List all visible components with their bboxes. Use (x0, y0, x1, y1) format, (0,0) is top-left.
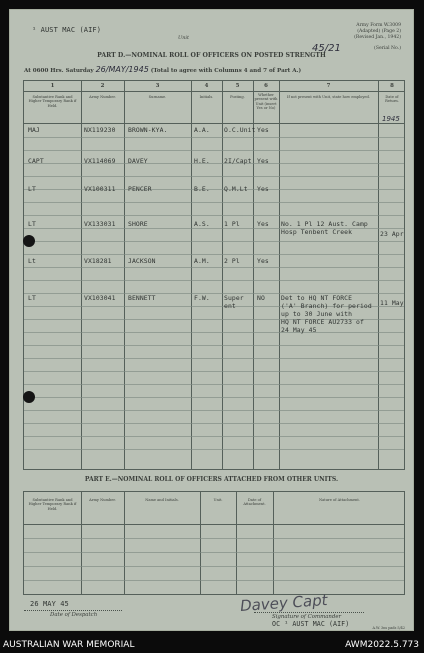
row-divider (24, 215, 404, 216)
column-header-nature: Nature of Attachment. (319, 498, 360, 502)
column-header-present: Whether present with Unit (insert Yes or No) (254, 93, 278, 111)
part-d-table (23, 80, 405, 470)
table-cell-surname: PENCER (128, 185, 152, 193)
table-cell-posting: O.C.Unit (224, 126, 256, 134)
row-divider (24, 280, 404, 281)
at-prefix: At 0600 Hrs. Saturday (24, 68, 94, 74)
row-divider (24, 358, 404, 359)
row-divider (24, 345, 404, 346)
handwritten-serial-number: 45/21 (312, 43, 341, 54)
despatch-date: 26 MAY 45 (30, 600, 69, 608)
table-cell-rank: LT (28, 294, 36, 302)
printer-note: A.W. 3ns pads 5/42 (372, 626, 405, 630)
table-cell-present: Yes (257, 257, 269, 265)
table-cell-posting: 1 Pl (224, 220, 240, 228)
row-divider (24, 371, 404, 372)
row-divider (24, 241, 404, 242)
table-cell-rank: LT (28, 220, 36, 228)
table-cell-rank: CAPT (28, 157, 44, 165)
serial-label: (Serial No.) (374, 46, 401, 51)
column-header-army-number: Army Number. (89, 95, 116, 99)
table-cell-initials: B.E. (194, 185, 210, 193)
table-cell-number: VX18281 (84, 257, 112, 265)
table-cell-date-return: 11 May (380, 299, 404, 307)
column-number: 5 (235, 83, 240, 89)
part-e-title: PART E.—NOMINAL ROLL OF OFFICERS ATTACHED FROM OTHER UNITS. (84, 476, 339, 483)
column-header-rank: Substantive Rank and Higher Temporary Rank if Held. (28, 498, 77, 511)
table-cell-number: VX100311 (84, 185, 116, 193)
row-divider (24, 384, 404, 385)
table-cell-initials: F.W. (194, 294, 210, 302)
signature-unit: OC ¹ AUST MAC (AIF) (272, 620, 350, 628)
part-d-title: PART D.—NOMINAL ROLL OF OFFICERS ON POSTED STRENGTH (97, 52, 326, 59)
table-cell-posting: 2I/Capt (224, 157, 252, 165)
table-cell-number: VX114069 (84, 157, 116, 165)
table-cell-initials: A.S. (194, 220, 210, 228)
column-number: 2 (100, 83, 105, 89)
column-header-unit: Unit. (213, 498, 223, 502)
form-line: (Adapted) (Page 2) (357, 29, 401, 34)
year-digit: 5 (143, 65, 149, 74)
table-cell-surname: BENNETT (128, 294, 156, 302)
form-id-block (291, 23, 401, 41)
table-cell-number: VX133031 (84, 220, 116, 228)
column-divider (124, 492, 125, 594)
row-divider (24, 163, 404, 164)
row-divider (24, 189, 404, 190)
table-cell-posting: 2 Pl (224, 257, 240, 265)
punch-hole (23, 235, 35, 247)
table-cell-employed: No. 1 Pl 12 Aust. Camp Hosp Tenbent Creek (281, 220, 368, 236)
table-cell-surname: JACKSON (128, 257, 156, 265)
signature-line (254, 612, 364, 613)
row-divider (24, 410, 404, 411)
column-header-date-return: Date of Return. (385, 95, 399, 104)
column-header-rank: Substantive Rank and Higher Temporary Rank if Held. (28, 95, 77, 108)
table-cell-present: Yes (257, 185, 269, 193)
commander-signature: Davey Capt (239, 590, 329, 616)
total-note: (Total to agree with Columns 4 and 7 of Part A.) (150, 68, 302, 74)
unit-label: Unit (178, 35, 190, 41)
column-header-posting: Posting. (230, 95, 245, 99)
table-cell-posting: Q.M.Lt (224, 185, 248, 193)
row-divider (24, 150, 404, 151)
column-number: 7 (326, 83, 331, 89)
table-cell-surname: DAVEY (128, 157, 148, 165)
table-cell-present: NO (257, 294, 265, 302)
table-cell-rank: MAJ (28, 126, 40, 134)
row-divider (24, 137, 404, 138)
table-cell-number: NX119230 (84, 126, 116, 134)
archive-caption-right: AWM2022.5.773 (345, 640, 419, 650)
table-cell-initials: H.E. (194, 157, 210, 165)
table-cell-present: Yes (257, 126, 269, 134)
row-divider (24, 254, 404, 255)
row-divider (24, 538, 404, 539)
row-divider (24, 566, 404, 567)
table-cell-initials: A.A. (194, 126, 210, 134)
column-number: 3 (155, 83, 160, 89)
part-d-subtitle (24, 65, 301, 74)
row-divider (24, 176, 404, 177)
row-divider (24, 397, 404, 398)
column-number: 6 (264, 83, 268, 89)
column-header-date-attachment: Date of Attachment. (243, 498, 266, 507)
column-header-name: Name and Initials. (145, 498, 179, 502)
row-divider (24, 202, 404, 203)
signature-label: Signature of Commander (272, 614, 342, 620)
unit-value: ¹ AUST MAC (AIF) (32, 26, 102, 34)
despatch-line (24, 610, 122, 611)
column-divider (200, 492, 201, 594)
column-divider (236, 492, 237, 594)
table-cell-rank: LT (28, 185, 36, 193)
row-divider (24, 436, 404, 437)
date-return-year: 1945 (382, 115, 400, 123)
column-divider (273, 492, 274, 594)
column-number: 8 (390, 83, 394, 89)
army-form-page (9, 9, 414, 631)
column-number: 1 (50, 83, 55, 89)
part-e-table (23, 491, 405, 595)
archive-caption-left: AUSTRALIAN WAR MEMORIAL (3, 640, 135, 650)
column-divider (81, 492, 82, 594)
form-line: Army Form W.3009 (356, 23, 401, 28)
table-cell-surname: SHORE (128, 220, 148, 228)
row-divider (24, 267, 404, 268)
handwritten-date: 26/MAY/194 (95, 65, 144, 74)
row-divider (24, 552, 404, 553)
despatch-label: Date of Despatch (50, 612, 98, 618)
table-cell-rank: Lt (28, 257, 36, 265)
table-cell-employed: Det to HQ NT FORCE ('A' Branch) for period up to 30 June with HQ NT FORCE AU2733 of 24 May 45 (281, 294, 372, 334)
table-cell-date-return: 23 Apr (380, 230, 404, 238)
header-row-divider (24, 123, 404, 124)
punch-hole (23, 391, 35, 403)
row-divider (24, 580, 404, 581)
table-cell-present: Yes (257, 220, 269, 228)
header-row-divider (24, 524, 404, 525)
column-number: 4 (204, 83, 209, 89)
table-cell-surname: BROWN-KYA. (128, 126, 168, 134)
row-divider (24, 423, 404, 424)
form-line: (Revised Jan., 1942) (354, 35, 401, 40)
column-header-initials: Initials. (199, 95, 214, 99)
table-cell-present: Yes (257, 157, 269, 165)
row-divider (24, 449, 404, 450)
table-cell-initials: A.M. (194, 257, 210, 265)
row-divider (24, 91, 404, 92)
column-header-army-number: Army Number. (89, 498, 116, 502)
table-cell-posting: Super ent (224, 294, 244, 310)
table-cell-number: VX103041 (84, 294, 116, 302)
column-header-surname: Surname. (148, 95, 167, 99)
column-header-employed: If not present with Unit, state how employed. (287, 95, 370, 99)
